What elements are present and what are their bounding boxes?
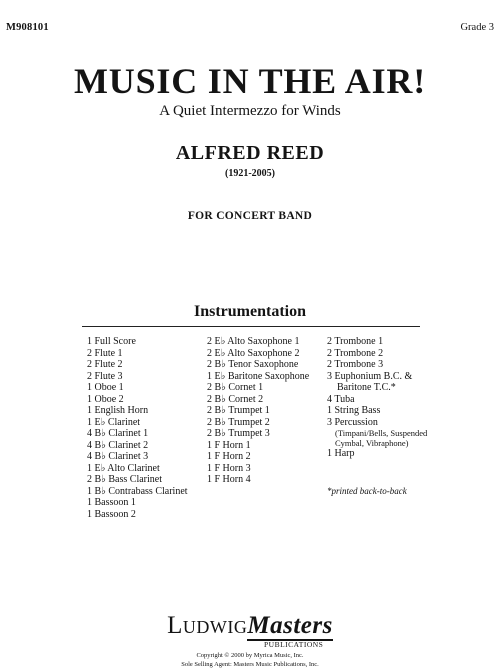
instrument-item: 1 E♭ Clarinet xyxy=(87,416,141,428)
publisher-logo-wordmark xyxy=(167,612,333,640)
instrument-item: 1 F Horn 2 xyxy=(207,451,251,462)
instrument-item: 1 Full Score xyxy=(87,336,136,347)
percussion-detail: Cymbal, Vibraphone) xyxy=(335,438,409,448)
publisher-logo xyxy=(0,612,500,640)
composer-name: ALFRED REED xyxy=(175,142,325,164)
instrument-item: 1 English Horn xyxy=(87,405,149,416)
logo-part-ludwig: Ludwig xyxy=(167,612,248,639)
instrument-item: 2 E♭ Alto Saxophone 2 xyxy=(207,347,300,359)
catalog-number: M908101 xyxy=(6,22,49,33)
instrument-item: 2 B♭ Tenor Saxophone xyxy=(207,359,299,370)
instrument-item: 2 Trombone 1 xyxy=(327,336,384,347)
instrument-item: 1 B♭ Contrabass Clarinet xyxy=(87,485,188,497)
instrument-item: 2 B♭ Cornet 2 xyxy=(207,393,264,405)
instrument-item: 2 B♭ Cornet 1 xyxy=(207,382,264,393)
instrument-item: 1 Bassoon 1 xyxy=(87,497,136,508)
instrument-item: 1 E♭ Baritone Saxophone xyxy=(207,370,310,382)
selling-agent-notice: Sole Selling Agent: Masters Music Publications, Inc. xyxy=(181,661,319,668)
instrument-item: 2 Flute 3 xyxy=(87,370,123,382)
composer-dates: (1921-2005) xyxy=(225,168,275,179)
publisher-logo-subtitle: PUBLICATIONS xyxy=(264,640,324,649)
instrument-item: 4 B♭ Clarinet 1 xyxy=(87,428,149,439)
instrument-item: 1 Oboe 2 xyxy=(87,393,124,405)
instrument-item-continuation: Baritone T.C.* xyxy=(337,382,396,393)
instrument-item: 2 Flute 1 xyxy=(87,347,123,359)
instrumentation-heading: Instrumentation xyxy=(193,303,306,320)
instrument-item: 2 B♭ Trumpet 2 xyxy=(207,416,270,428)
instrument-item: 1 E♭ Alto Clarinet xyxy=(87,462,160,474)
instrument-item: 1 Bassoon 2 xyxy=(87,508,136,520)
instrument-column-brass xyxy=(207,336,309,486)
piece-subtitle: A Quiet Intermezzo for Winds xyxy=(159,103,341,119)
instrument-column-woodwinds xyxy=(87,336,188,520)
copyright-notice: Copyright © 2000 by Myrica Music, Inc. xyxy=(196,652,304,659)
footnote: *printed back-to-back xyxy=(327,486,407,496)
instrument-item: 2 E♭ Alto Saxophone 1 xyxy=(207,336,300,347)
instrument-item: 4 B♭ Clarinet 2 xyxy=(87,439,149,451)
instrument-item: 3 Euphonium B.C. & xyxy=(327,370,413,382)
instrument-item: 4 B♭ Clarinet 3 xyxy=(87,451,149,462)
instrument-item: 2 B♭ Trumpet 3 xyxy=(207,428,270,439)
instrument-column-low-brass-percussion xyxy=(327,336,427,460)
grade-level: Grade 3 xyxy=(460,22,494,33)
heading-rule xyxy=(82,326,420,327)
instrument-item: 2 Trombone 3 xyxy=(327,359,384,370)
instrument-item: 4 Tuba xyxy=(327,393,355,405)
instrument-item: 1 F Horn 1 xyxy=(207,439,251,451)
piece-title: MUSIC IN THE AIR! xyxy=(74,61,426,101)
instrument-item: 2 B♭ Bass Clarinet xyxy=(87,474,162,485)
instrument-item: 3 Percussion xyxy=(327,416,378,428)
instrument-item: 1 Harp xyxy=(327,448,355,459)
instrument-item: 1 String Bass xyxy=(327,405,381,416)
instrument-item: 1 F Horn 4 xyxy=(207,474,251,485)
instrument-item: 2 Trombone 2 xyxy=(327,347,384,359)
instrument-item: 2 B♭ Trumpet 1 xyxy=(207,405,270,416)
ensemble-label: FOR CONCERT BAND xyxy=(187,210,313,222)
instrument-item: 2 Flute 2 xyxy=(87,359,123,370)
instrument-item: 1 Oboe 1 xyxy=(87,382,124,393)
instrument-item: 1 F Horn 3 xyxy=(207,462,251,474)
logo-part-masters: Masters xyxy=(247,612,333,639)
percussion-detail: (Timpani/Bells, Suspended xyxy=(335,428,428,438)
